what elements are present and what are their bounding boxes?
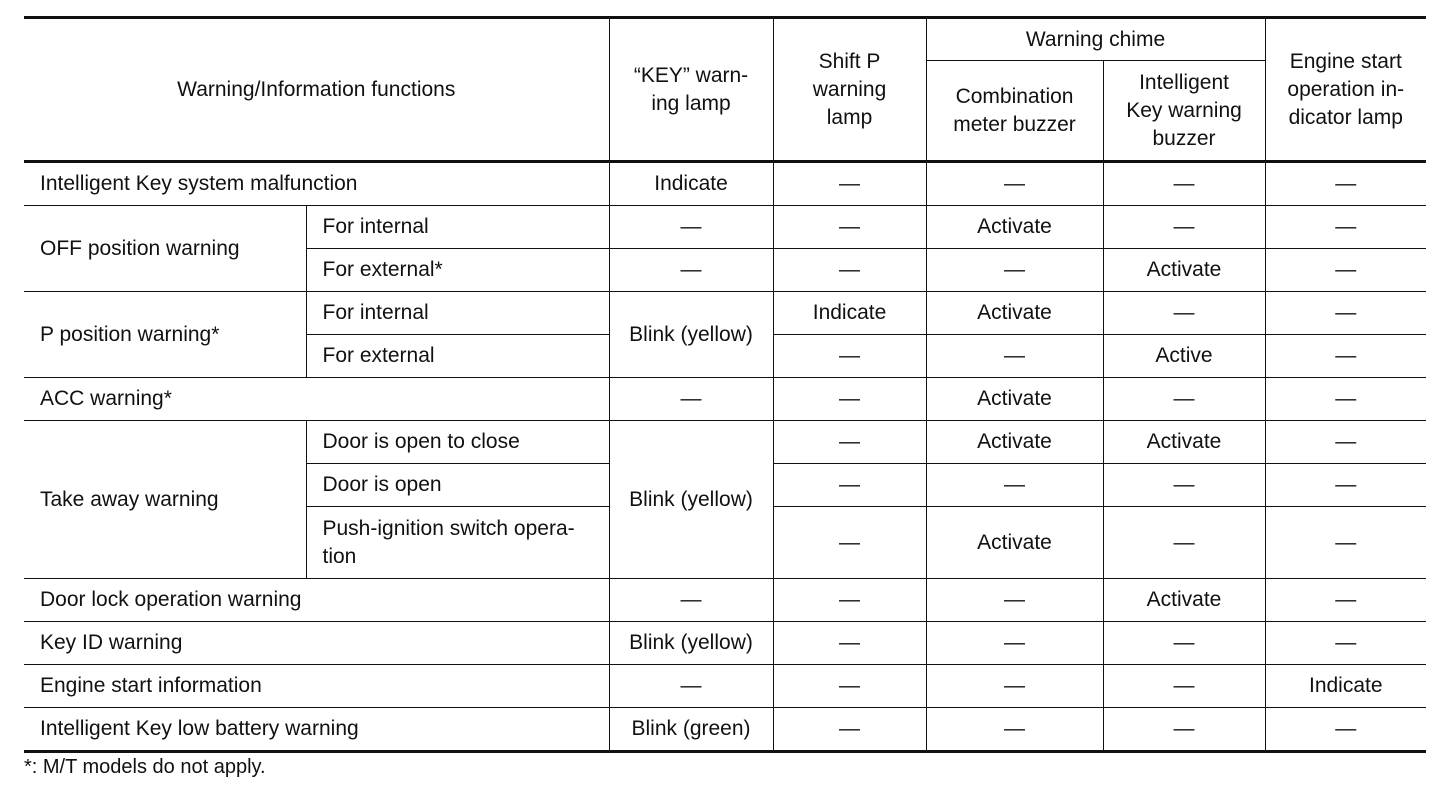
key-buzzer-cell: — <box>1103 206 1265 249</box>
header-functions: Warning/Information functions <box>24 18 609 162</box>
header-shift-p-text: Shift P warning lamp <box>812 49 887 129</box>
key-buzzer-cell: Activate <box>1103 249 1265 292</box>
header-key-buzzer-text: Intelligent Key warning buzzer <box>1126 70 1242 150</box>
header-shift-p <box>773 18 926 162</box>
header-engine-start-lamp-text: Engine start operation in-dicator lamp <box>1287 49 1405 129</box>
condition-cell: For internal <box>306 292 609 335</box>
combination-buzzer-cell: Activate <box>926 292 1103 335</box>
key-lamp-cell: — <box>609 579 773 622</box>
key-buzzer-cell: Activate <box>1103 421 1265 464</box>
header-combination-buzzer <box>926 61 1103 162</box>
key-lamp-cell: — <box>609 378 773 421</box>
combination-buzzer-cell: — <box>926 249 1103 292</box>
engine-start-cell: — <box>1265 507 1426 579</box>
key-lamp-cell: Indicate <box>609 162 773 206</box>
shift-p-cell: — <box>773 622 926 665</box>
header-row-1 <box>24 18 1426 61</box>
key-lamp-cell: — <box>609 206 773 249</box>
key-buzzer-cell: — <box>1103 708 1265 752</box>
table-row <box>24 292 1426 335</box>
header-key-lamp <box>609 18 773 162</box>
engine-start-cell: Indicate <box>1265 665 1426 708</box>
combination-buzzer-cell: — <box>926 464 1103 507</box>
condition-cell: For internal <box>306 206 609 249</box>
shift-p-cell: — <box>773 206 926 249</box>
header-warning-chime: Warning chime <box>926 18 1265 61</box>
shift-p-cell: — <box>773 421 926 464</box>
table-row <box>24 665 1426 708</box>
condition-cell: For external* <box>306 249 609 292</box>
function-cell: Key ID warning <box>24 622 609 665</box>
shift-p-cell: — <box>773 249 926 292</box>
key-buzzer-cell: — <box>1103 507 1265 579</box>
combination-buzzer-cell: Activate <box>926 206 1103 249</box>
key-buzzer-cell: — <box>1103 292 1265 335</box>
function-cell: Intelligent Key low battery warning <box>24 708 609 752</box>
engine-start-cell: — <box>1265 249 1426 292</box>
key-buzzer-cell: — <box>1103 622 1265 665</box>
table-row <box>24 378 1426 421</box>
combination-buzzer-cell: — <box>926 665 1103 708</box>
shift-p-cell: — <box>773 507 926 579</box>
key-lamp-cell: — <box>609 249 773 292</box>
function-cell: OFF position warning <box>24 206 306 292</box>
shift-p-cell: — <box>773 162 926 206</box>
function-cell: Intelligent Key system malfunction <box>24 162 609 206</box>
combination-buzzer-cell: Activate <box>926 421 1103 464</box>
table-row <box>24 579 1426 622</box>
engine-start-cell: — <box>1265 378 1426 421</box>
condition-cell: Push-ignition switch opera-tion <box>306 507 609 579</box>
table-row <box>24 421 1426 464</box>
combination-buzzer-cell: Activate <box>926 507 1103 579</box>
engine-start-cell: — <box>1265 335 1426 378</box>
key-lamp-cell: Blink (yellow) <box>609 292 773 378</box>
function-cell: Take away warning <box>24 421 306 579</box>
key-lamp-cell: — <box>609 665 773 708</box>
shift-p-cell: — <box>773 579 926 622</box>
table-row <box>24 162 1426 206</box>
function-cell: ACC warning* <box>24 378 609 421</box>
combination-buzzer-cell: — <box>926 335 1103 378</box>
combination-buzzer-cell: — <box>926 162 1103 206</box>
condition-cell: For external <box>306 335 609 378</box>
shift-p-cell: — <box>773 378 926 421</box>
engine-start-cell: — <box>1265 708 1426 752</box>
shift-p-cell: — <box>773 464 926 507</box>
engine-start-cell: — <box>1265 622 1426 665</box>
warning-functions-table <box>24 16 1426 753</box>
header-key-lamp-text: “KEY” warn-ing lamp <box>633 63 749 115</box>
function-cell: Door lock operation warning <box>24 579 609 622</box>
table-row <box>24 708 1426 752</box>
header-key-buzzer <box>1103 61 1265 162</box>
key-buzzer-cell: — <box>1103 665 1265 708</box>
engine-start-cell: — <box>1265 162 1426 206</box>
combination-buzzer-cell: — <box>926 708 1103 752</box>
key-lamp-cell: Blink (yellow) <box>609 421 773 579</box>
engine-start-cell: — <box>1265 206 1426 249</box>
combination-buzzer-cell: — <box>926 579 1103 622</box>
combination-buzzer-cell: Activate <box>926 378 1103 421</box>
engine-start-cell: — <box>1265 421 1426 464</box>
condition-cell: Door is open <box>306 464 609 507</box>
shift-p-cell: Indicate <box>773 292 926 335</box>
header-combination-buzzer-text: Combination meter buzzer <box>953 84 1076 136</box>
key-buzzer-cell: — <box>1103 162 1265 206</box>
key-lamp-cell: Blink (green) <box>609 708 773 752</box>
header-engine-start-lamp <box>1265 18 1426 162</box>
table-row <box>24 206 1426 249</box>
combination-buzzer-cell: — <box>926 622 1103 665</box>
shift-p-cell: — <box>773 335 926 378</box>
key-buzzer-cell: — <box>1103 464 1265 507</box>
engine-start-cell: — <box>1265 464 1426 507</box>
engine-start-cell: — <box>1265 579 1426 622</box>
engine-start-cell: — <box>1265 292 1426 335</box>
function-cell: P position warning* <box>24 292 306 378</box>
key-lamp-cell: Blink (yellow) <box>609 622 773 665</box>
table-row <box>24 622 1426 665</box>
function-cell: Engine start information <box>24 665 609 708</box>
footnote: *: M/T models do not apply. <box>24 756 266 778</box>
shift-p-cell: — <box>773 665 926 708</box>
document-page <box>24 16 1426 753</box>
key-buzzer-cell: — <box>1103 378 1265 421</box>
key-buzzer-cell: Activate <box>1103 579 1265 622</box>
condition-cell: Door is open to close <box>306 421 609 464</box>
key-buzzer-cell: Active <box>1103 335 1265 378</box>
shift-p-cell: — <box>773 708 926 752</box>
